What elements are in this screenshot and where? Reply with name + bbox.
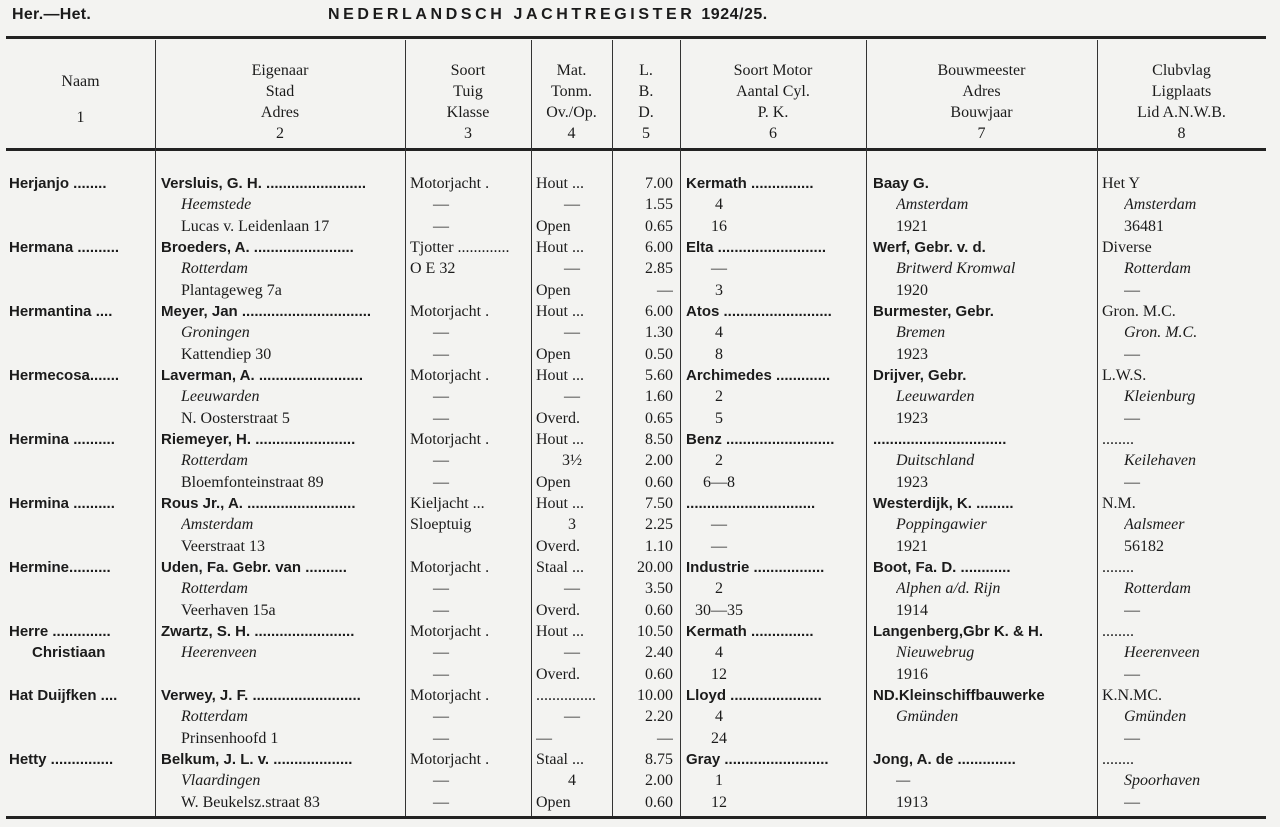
builder-name: Baay G. (873, 175, 929, 192)
builder-name: Westerdijk, K. ......... (873, 495, 1014, 512)
anwb-member: — (1124, 793, 1140, 811)
engine-hp: 12 (711, 793, 727, 811)
column-header-line: 7 (977, 125, 986, 142)
dimension: 5.60 (645, 367, 673, 384)
rig-type: Motorjacht . (410, 367, 490, 384)
builder-name: Werf, Gebr. v. d. (873, 239, 986, 256)
dimension: 0.50 (645, 345, 673, 363)
column-header-line: 5 (642, 125, 650, 142)
dimension: 0.65 (645, 217, 673, 235)
material-tonnage: 3 (568, 516, 576, 534)
rig-type: — (433, 772, 449, 790)
rig-type: Motorjacht . (410, 175, 490, 192)
entry-name: Herre .............. (9, 623, 111, 640)
builder-city: Britwerd Kromwal (896, 260, 1016, 278)
club-flag: N.M. (1102, 495, 1136, 512)
column-header-line: Eigenaar (251, 62, 309, 79)
owner-name: Rous Jr., A. .......................... (161, 495, 356, 512)
owner-city: Rotterdam (181, 708, 248, 726)
builder-name: Burmester, Gebr. (873, 303, 994, 320)
dimension: 2.00 (645, 772, 673, 790)
page-range-label: Her.—Het. (12, 6, 92, 23)
rig-type: — (433, 409, 449, 427)
owner-address (181, 665, 401, 685)
rig-type: — (433, 324, 449, 342)
rig-type (410, 537, 529, 557)
dimension: 2.25 (645, 516, 673, 534)
engine-cylinders: 4 (715, 196, 723, 214)
engine-cylinders: 2 (715, 452, 723, 470)
engine-type: Industrie ................. (686, 559, 825, 576)
rig-type (410, 281, 529, 301)
owner-city: Rotterdam (181, 260, 248, 278)
mooring: Gron. M.C. (1124, 324, 1198, 342)
mooring: Spoorhaven (1124, 772, 1201, 790)
rig-type: — (433, 473, 449, 491)
column-divider (155, 40, 156, 816)
material-tonnage: Staal ... (536, 559, 584, 576)
dimension: 1.10 (645, 537, 673, 555)
column-header-line: 8 (1177, 125, 1186, 142)
material-tonnage: Staal ... (536, 751, 584, 768)
material-tonnage: — (564, 324, 580, 342)
column-header-line: Tonm. (550, 83, 593, 100)
owner-name: Riemeyer, H. ........................ (161, 431, 356, 448)
anwb-member: 36481 (1124, 217, 1164, 235)
material-tonnage: Open (536, 217, 571, 235)
owner-name: Zwartz, S. H. ........................ (161, 623, 355, 640)
engine-type: Kermath ............... (686, 175, 814, 192)
engine-hp: 3 (715, 281, 723, 299)
dimension: 8.50 (645, 431, 673, 448)
owner-name: Broeders, A. ........................ (161, 239, 354, 256)
dimension: — (657, 729, 673, 747)
column-header-line: 2 (276, 125, 284, 142)
builder-city: Alphen a/d. Rijn (896, 580, 1001, 598)
owner-address: Veerhaven 15a (181, 601, 276, 619)
owner-name: Meyer, Jan ............................... (161, 303, 372, 320)
entry-name: Hermine.......... (9, 559, 111, 576)
dimension: 1.30 (645, 324, 673, 342)
page-header (0, 0, 1280, 30)
anwb-member: — (1124, 281, 1140, 299)
club-flag: K.N.MC. (1102, 687, 1163, 704)
column-divider (531, 40, 532, 816)
club-flag: ........ (1102, 751, 1134, 768)
column-header-line: Soort (450, 62, 486, 79)
build-year: 1916 (896, 665, 928, 683)
dimension: 20.00 (637, 559, 673, 576)
dimension: 0.60 (645, 601, 673, 619)
material-tonnage: Overd. (536, 537, 580, 555)
club-flag: Gron. M.C. (1102, 303, 1176, 320)
material-tonnage: Hout ... (536, 303, 584, 320)
material-tonnage: — (564, 644, 580, 662)
builder-name: Jong, A. de .............. (873, 751, 1016, 768)
rig-type: — (433, 345, 449, 363)
dimension: 1.60 (645, 388, 673, 406)
engine-cylinders: 2 (715, 580, 723, 598)
engine-cylinders: 4 (715, 708, 723, 726)
dimension: 2.85 (645, 260, 673, 278)
material-tonnage: Hout ... (536, 623, 584, 640)
engine-type: Kermath ............... (686, 623, 814, 640)
material-tonnage: — (564, 196, 580, 214)
club-flag: ........ (1102, 559, 1134, 576)
owner-city: Leeuwarden (181, 388, 260, 406)
engine-type: Lloyd ...................... (686, 687, 822, 704)
column-header-line: Bouwmeester (937, 62, 1026, 79)
material-tonnage: — (564, 580, 580, 598)
rig-type: — (433, 217, 449, 235)
anwb-member: — (1124, 601, 1140, 619)
rig-type: — (433, 644, 449, 662)
dimension: 7.50 (645, 495, 673, 512)
builder-name: ................................ (873, 431, 1007, 448)
rig-type: — (433, 793, 449, 811)
dimension: 0.65 (645, 409, 673, 427)
builder-city: Leeuwarden (896, 388, 975, 406)
material-tonnage: Hout ... (536, 367, 584, 384)
build-year: 1923 (896, 409, 928, 427)
engine-hp: 12 (711, 665, 727, 683)
builder-city: Gmünden (896, 708, 959, 726)
builder-city: Nieuwebrug (896, 644, 975, 662)
owner-city: Rotterdam (181, 580, 248, 598)
dimension: 3.50 (645, 580, 673, 598)
engine-cylinders: 2 (715, 388, 723, 406)
column-header-line: L. (639, 62, 653, 79)
rig-type: — (433, 452, 449, 470)
engine-type: ............................... (686, 495, 816, 512)
mooring: Heerenveen (1124, 644, 1200, 662)
engine-hp: 8 (715, 345, 723, 363)
bottom-rule (6, 816, 1266, 819)
rig-type: — (433, 601, 449, 619)
dimension: 2.40 (645, 644, 673, 662)
entry-name: Hermina .......... (9, 495, 115, 512)
column-header-line: Adres (962, 83, 1001, 100)
mooring: Rotterdam (1124, 260, 1191, 278)
mooring: Kleienburg (1124, 388, 1196, 406)
engine-type: Elta .......................... (686, 239, 827, 256)
builder-name: Drijver, Gebr. (873, 367, 967, 384)
column-header-line: Mat. (556, 62, 587, 79)
entry-name: Herjanjo ........ (9, 175, 107, 192)
column-header-line: Naam (61, 73, 100, 90)
owner-name: Verwey, J. F. .......................... (161, 687, 361, 704)
rig-type: Motorjacht . (410, 751, 490, 768)
material-tonnage: Open (536, 345, 571, 363)
rig-type: — (433, 729, 449, 747)
material-tonnage: Overd. (536, 665, 580, 683)
dimension: 2.20 (645, 708, 673, 726)
header-rule (6, 148, 1266, 151)
engine-type: Archimedes ............. (686, 367, 831, 384)
owner-city: Heemstede (181, 196, 252, 214)
material-tonnage: Hout ... (536, 431, 584, 448)
engine-cylinders: 1 (715, 772, 723, 790)
dimension: 0.60 (645, 473, 673, 491)
dimension: 0.60 (645, 665, 673, 683)
builder-city: Bremen (896, 324, 946, 342)
owner-address: Veerstraat 13 (181, 537, 265, 555)
owner-city: Vlaardingen (181, 772, 261, 790)
material-tonnage: Hout ... (536, 175, 584, 192)
material-tonnage: — (564, 708, 580, 726)
owner-address: W. Beukelsz.straat 83 (181, 793, 320, 811)
register-title (328, 6, 768, 24)
entry-name: Hermantina .... (9, 303, 113, 320)
column-header-line: Soort Motor (733, 62, 813, 79)
owner-address: N. Oosterstraat 5 (181, 409, 290, 427)
material-tonnage: Open (536, 793, 571, 811)
rig-type: Motorjacht . (410, 431, 490, 448)
rig-type: — (433, 580, 449, 598)
entry-name-cont: Christiaan (32, 644, 106, 662)
build-year: 1921 (896, 537, 928, 555)
column-header-line: B. (638, 83, 654, 100)
dimension: 6.00 (645, 303, 673, 320)
column-header-line: Aantal Cyl. (736, 83, 810, 100)
column-divider (1097, 40, 1098, 816)
builder-name: ND.Kleinschiffbauwerke (873, 687, 1045, 704)
builder-name: Langenberg,Gbr K. & H. (873, 623, 1044, 640)
engine-cylinders: — (711, 260, 727, 278)
rig-type: O E 32 (410, 260, 456, 278)
owner-address: Lucas v. Leidenlaan 17 (181, 217, 330, 235)
column-divider (405, 40, 406, 816)
register-title-text: NEDERLANDSCH JACHTREGISTER (328, 6, 696, 23)
column-header-line: 4 (567, 125, 576, 142)
owner-address: Plantageweg 7a (181, 281, 282, 299)
mooring: Aalsmeer (1124, 516, 1185, 534)
build-year: 1923 (896, 345, 928, 363)
owner-city: Groningen (181, 324, 250, 342)
rig-type: Kieljacht ... (410, 495, 485, 512)
owner-name: Uden, Fa. Gebr. van .......... (161, 559, 347, 576)
anwb-member: 56182 (1124, 537, 1164, 555)
material-tonnage: Hout ... (536, 239, 584, 256)
material-tonnage: Hout ... (536, 495, 584, 512)
dimension: 8.75 (645, 751, 673, 768)
build-year: 1923 (896, 473, 928, 491)
build-year (896, 729, 1094, 749)
dimension: 10.00 (637, 687, 673, 704)
material-tonnage: Open (536, 281, 571, 299)
column-header-line: D. (638, 104, 654, 121)
column-header-line: Bouwjaar (950, 104, 1013, 121)
owner-name: Laverman, A. ......................... (161, 367, 364, 384)
rig-type: — (433, 196, 449, 214)
dimension: 10.50 (637, 623, 673, 640)
column-header-line: Lid A.N.W.B. (1137, 104, 1226, 121)
material-tonnage: 3½ (562, 452, 582, 470)
material-tonnage: Overd. (536, 409, 580, 427)
engine-type: Atos .......................... (686, 303, 832, 320)
dimension: 0.60 (645, 793, 673, 811)
column-header-line: Klasse (446, 104, 490, 121)
anwb-member: — (1124, 473, 1140, 491)
dimension: 1.55 (645, 196, 673, 214)
column-header-line: 6 (769, 125, 777, 142)
column-header-line: Clubvlag (1152, 62, 1211, 79)
column-header-line: Ligplaats (1151, 83, 1212, 100)
anwb-member: — (1124, 729, 1140, 747)
anwb-member: — (1124, 665, 1140, 683)
column-header-line: Adres (260, 104, 300, 121)
material-tonnage: — (536, 729, 552, 747)
entry-name: Hermecosa....... (9, 367, 120, 384)
build-year: 1914 (896, 601, 928, 619)
material-tonnage: — (564, 388, 580, 406)
entry-name: Hermana .......... (9, 239, 120, 256)
column-divider (680, 40, 681, 816)
engine-cylinders: 4 (715, 324, 723, 342)
builder-name: Boot, Fa. D. ............ (873, 559, 1011, 576)
club-flag: L.W.S. (1102, 367, 1147, 384)
material-tonnage: 4 (568, 772, 576, 790)
anwb-member: — (1124, 345, 1140, 363)
rig-type: — (433, 708, 449, 726)
mooring: Keilehaven (1124, 452, 1196, 470)
engine-cylinders: — (711, 516, 727, 534)
dimension: 2.00 (645, 452, 673, 470)
mooring: Rotterdam (1124, 580, 1191, 598)
column-header-line: Stad (265, 83, 295, 100)
owner-city: Heerenveen (181, 644, 257, 662)
column-header-line: 3 (464, 125, 472, 142)
owner-name: Versluis, G. H. ........................ (161, 175, 367, 192)
engine-hp: 30—35 (695, 601, 743, 619)
dimension: — (657, 281, 673, 299)
column-header-line: 1 (76, 109, 85, 126)
club-flag: Het Y (1102, 175, 1141, 192)
anwb-member: — (1124, 409, 1140, 427)
column-header-line: P. K. (757, 104, 789, 121)
engine-type: Gray ......................... (686, 751, 829, 768)
engine-cylinders: 4 (715, 644, 723, 662)
engine-type: Benz .......................... (686, 431, 835, 448)
mooring: Amsterdam (1124, 196, 1197, 214)
material-tonnage: ............... (536, 687, 596, 704)
entry-name: Hat Duijfken .... (9, 687, 118, 704)
engine-hp: 5 (715, 409, 723, 427)
rig-type: Motorjacht . (410, 303, 490, 320)
dimension: 7.00 (645, 175, 673, 192)
engine-hp: 6—8 (703, 473, 735, 491)
rig-type: Motorjacht . (410, 559, 490, 576)
builder-city: Poppingawier (896, 516, 987, 534)
owner-city: Rotterdam (181, 452, 248, 470)
entry-name: Hermina .......... (9, 431, 115, 448)
top-rule (6, 36, 1266, 39)
rig-type: Motorjacht . (410, 623, 490, 640)
rig-type: — (433, 665, 449, 683)
owner-address: Bloemfonteinstraat 89 (181, 473, 324, 491)
dimension: 6.00 (645, 239, 673, 256)
engine-hp: 16 (711, 217, 727, 235)
mooring: Gmünden (1124, 708, 1187, 726)
build-year: 1913 (896, 793, 928, 811)
owner-city: Amsterdam (181, 516, 254, 534)
builder-city: Duitschland (896, 452, 975, 470)
build-year: 1921 (896, 217, 928, 235)
rig-type: Tjotter ............. (410, 239, 510, 256)
engine-hp: 24 (711, 729, 727, 747)
rig-type: Motorjacht . (410, 687, 490, 704)
owner-address: Kattendiep 30 (181, 345, 272, 363)
engine-hp: — (711, 537, 727, 555)
owner-name: Belkum, J. L. v. ................... (161, 751, 353, 768)
entry-name: Hetty ............... (9, 751, 114, 768)
club-flag: Diverse (1102, 239, 1152, 256)
material-tonnage: Open (536, 473, 571, 491)
material-tonnage: — (564, 260, 580, 278)
club-flag: ........ (1102, 623, 1134, 640)
column-header-line: Tuig (453, 83, 483, 100)
register-year: 1924/25. (701, 6, 768, 23)
material-tonnage: Overd. (536, 601, 580, 619)
column-header-line: Ov./Op. (546, 104, 597, 121)
builder-city: — (896, 772, 911, 790)
rig-type: — (433, 388, 449, 406)
column-divider (866, 40, 867, 816)
rig-type: Sloeptuig (410, 516, 472, 534)
club-flag: ........ (1102, 431, 1134, 448)
build-year: 1920 (896, 281, 928, 299)
owner-address: Prinsenhoofd 1 (181, 729, 279, 747)
builder-city: Amsterdam (896, 196, 969, 214)
